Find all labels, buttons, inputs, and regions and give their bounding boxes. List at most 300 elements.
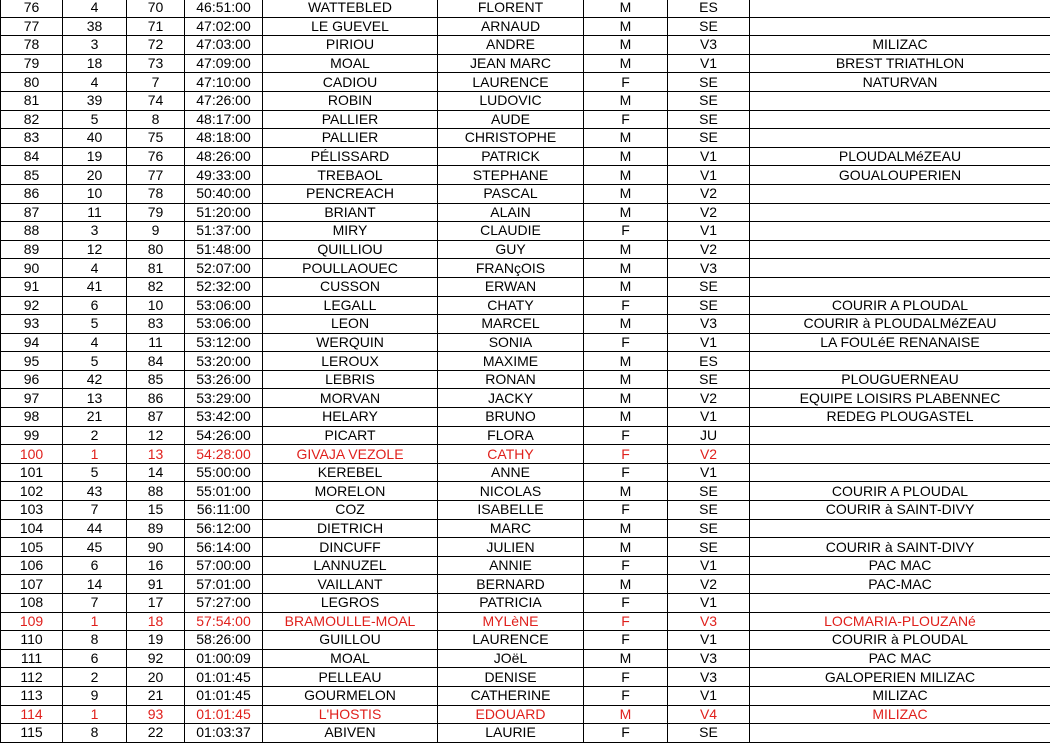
cell-bib: 16 — [127, 556, 185, 575]
cell-prenom: JULIEN — [438, 538, 584, 557]
cell-nom: PALLIER — [263, 129, 438, 148]
cell-rank: 1 — [63, 612, 127, 631]
cell-club — [750, 110, 1050, 129]
cell-time: 47:10:00 — [185, 73, 263, 92]
cell-club: GALOPERIEN MILIZAC — [750, 668, 1050, 687]
cell-sexe: M — [584, 0, 668, 17]
cell-prenom: CHRISTOPHE — [438, 129, 584, 148]
cell-time: 56:14:00 — [185, 538, 263, 557]
cell-cat: V2 — [668, 184, 750, 203]
cell-cat: V1 — [668, 594, 750, 613]
cell-cat: SE — [668, 91, 750, 110]
cell-club: PLOUGUERNEAU — [750, 370, 1050, 389]
cell-club — [750, 184, 1050, 203]
table-row — [1, 91, 1050, 110]
table-row — [1, 668, 1050, 687]
cell-club — [750, 594, 1050, 613]
cell-time: 53:06:00 — [185, 315, 263, 334]
cell-nom: PÉLISSARD — [263, 147, 438, 166]
cell-rank: 12 — [63, 240, 127, 259]
cell-nom: KEREBEL — [263, 463, 438, 482]
cell-rank: 14 — [63, 575, 127, 594]
cell-sexe: F — [584, 296, 668, 315]
cell-sexe: M — [584, 184, 668, 203]
cell-nom: LANNUZEL — [263, 556, 438, 575]
cell-nom: GUILLOU — [263, 631, 438, 650]
cell-club: GOUALOUPERIEN — [750, 166, 1050, 185]
cell-club — [750, 222, 1050, 241]
cell-time: 47:09:00 — [185, 54, 263, 73]
cell-prenom: EDOUARD — [438, 705, 584, 724]
cell-prenom: ANNE — [438, 463, 584, 482]
cell-club: COURIR A PLOUDAL — [750, 296, 1050, 315]
cell-bib: 7 — [127, 73, 185, 92]
cell-time: 51:48:00 — [185, 240, 263, 259]
cell-bib: 88 — [127, 482, 185, 501]
cell-rank: 5 — [63, 110, 127, 129]
cell-place: 90 — [1, 259, 63, 278]
cell-time: 01:01:45 — [185, 668, 263, 687]
cell-nom: LEGALL — [263, 296, 438, 315]
cell-prenom: FLORA — [438, 426, 584, 445]
cell-bib: 13 — [127, 445, 185, 464]
cell-sexe: M — [584, 277, 668, 296]
cell-cat: SE — [668, 501, 750, 520]
cell-cat: V2 — [668, 240, 750, 259]
cell-prenom: MARC — [438, 519, 584, 538]
cell-time: 53:29:00 — [185, 389, 263, 408]
cell-prenom: AUDE — [438, 110, 584, 129]
cell-sexe: F — [584, 668, 668, 687]
cell-sexe: F — [584, 73, 668, 92]
cell-cat: V1 — [668, 166, 750, 185]
cell-nom: CUSSON — [263, 277, 438, 296]
cell-place: 77 — [1, 17, 63, 36]
cell-nom: MOAL — [263, 649, 438, 668]
cell-club — [750, 0, 1050, 17]
cell-rank: 38 — [63, 17, 127, 36]
table-row — [1, 277, 1050, 296]
cell-nom: MOAL — [263, 54, 438, 73]
cell-club: EQUIPE LOISIRS PLABENNEC — [750, 389, 1050, 408]
cell-nom: VAILLANT — [263, 575, 438, 594]
cell-cat: SE — [668, 538, 750, 557]
cell-prenom: CATHERINE — [438, 686, 584, 705]
cell-rank: 6 — [63, 649, 127, 668]
cell-nom: WERQUIN — [263, 333, 438, 352]
cell-bib: 8 — [127, 110, 185, 129]
cell-bib: 80 — [127, 240, 185, 259]
cell-bib: 10 — [127, 296, 185, 315]
cell-bib: 82 — [127, 277, 185, 296]
cell-prenom: ANNIE — [438, 556, 584, 575]
table-row — [1, 482, 1050, 501]
table-row — [1, 203, 1050, 222]
cell-club: BREST TRIATHLON — [750, 54, 1050, 73]
cell-time: 55:01:00 — [185, 482, 263, 501]
cell-place: 96 — [1, 370, 63, 389]
cell-cat: SE — [668, 296, 750, 315]
cell-nom: BRAMOULLE-MOAL — [263, 612, 438, 631]
cell-cat: V3 — [668, 36, 750, 55]
cell-nom: HELARY — [263, 408, 438, 427]
table-row — [1, 408, 1050, 427]
table-row — [1, 17, 1050, 36]
table-row — [1, 184, 1050, 203]
table-row — [1, 445, 1050, 464]
cell-time: 46:51:00 — [185, 0, 263, 17]
cell-nom: COZ — [263, 501, 438, 520]
table-row — [1, 501, 1050, 520]
table-row — [1, 686, 1050, 705]
cell-time: 54:28:00 — [185, 445, 263, 464]
cell-nom: LEGROS — [263, 594, 438, 613]
cell-bib: 86 — [127, 389, 185, 408]
cell-sexe: F — [584, 463, 668, 482]
cell-time: 01:01:45 — [185, 705, 263, 724]
cell-club — [750, 352, 1050, 371]
cell-place: 110 — [1, 631, 63, 650]
cell-club — [750, 519, 1050, 538]
cell-time: 47:02:00 — [185, 17, 263, 36]
cell-cat: SE — [668, 370, 750, 389]
cell-time: 55:00:00 — [185, 463, 263, 482]
cell-bib: 73 — [127, 54, 185, 73]
cell-rank: 1 — [63, 705, 127, 724]
cell-time: 54:26:00 — [185, 426, 263, 445]
results-body — [1, 0, 1050, 742]
cell-time: 50:40:00 — [185, 184, 263, 203]
cell-cat: SE — [668, 277, 750, 296]
cell-time: 51:37:00 — [185, 222, 263, 241]
cell-rank: 20 — [63, 166, 127, 185]
cell-prenom: LAURENCE — [438, 73, 584, 92]
cell-bib: 70 — [127, 0, 185, 17]
table-row — [1, 370, 1050, 389]
cell-bib: 89 — [127, 519, 185, 538]
cell-bib: 77 — [127, 166, 185, 185]
cell-prenom: MAXIME — [438, 352, 584, 371]
cell-sexe: F — [584, 724, 668, 743]
cell-cat: JU — [668, 426, 750, 445]
cell-nom: DIETRICH — [263, 519, 438, 538]
cell-sexe: M — [584, 352, 668, 371]
cell-sexe: M — [584, 482, 668, 501]
cell-rank: 39 — [63, 91, 127, 110]
cell-sexe: F — [584, 612, 668, 631]
cell-club: REDEG PLOUGASTEL — [750, 408, 1050, 427]
cell-sexe: M — [584, 147, 668, 166]
table-row — [1, 594, 1050, 613]
table-row — [1, 315, 1050, 334]
cell-cat: SE — [668, 73, 750, 92]
cell-nom: LEON — [263, 315, 438, 334]
cell-club: LA FOULéE RENANAISE — [750, 333, 1050, 352]
cell-place: 93 — [1, 315, 63, 334]
cell-rank: 6 — [63, 296, 127, 315]
cell-sexe: F — [584, 556, 668, 575]
cell-place: 101 — [1, 463, 63, 482]
cell-place: 95 — [1, 352, 63, 371]
cell-rank: 3 — [63, 36, 127, 55]
cell-nom: GIVAJA VEZOLE — [263, 445, 438, 464]
cell-sexe: M — [584, 203, 668, 222]
cell-cat: ES — [668, 0, 750, 17]
cell-place: 112 — [1, 668, 63, 687]
cell-prenom: SONIA — [438, 333, 584, 352]
cell-rank: 2 — [63, 668, 127, 687]
cell-bib: 75 — [127, 129, 185, 148]
cell-sexe: M — [584, 315, 668, 334]
cell-cat: V3 — [668, 315, 750, 334]
cell-place: 114 — [1, 705, 63, 724]
table-row — [1, 556, 1050, 575]
cell-place: 115 — [1, 724, 63, 743]
cell-club: COURIR A PLOUDAL — [750, 482, 1050, 501]
table-row — [1, 110, 1050, 129]
cell-place: 106 — [1, 556, 63, 575]
cell-club — [750, 724, 1050, 743]
cell-rank: 4 — [63, 0, 127, 17]
cell-sexe: F — [584, 594, 668, 613]
cell-club: COURIR à PLOUDALMéZEAU — [750, 315, 1050, 334]
cell-club — [750, 277, 1050, 296]
cell-bib: 92 — [127, 649, 185, 668]
cell-prenom: PASCAL — [438, 184, 584, 203]
cell-rank: 4 — [63, 333, 127, 352]
cell-club: PLOUDALMéZEAU — [750, 147, 1050, 166]
cell-club: MILIZAC — [750, 36, 1050, 55]
cell-bib: 87 — [127, 408, 185, 427]
cell-club: MILIZAC — [750, 705, 1050, 724]
cell-cat: V3 — [668, 612, 750, 631]
cell-sexe: M — [584, 538, 668, 557]
cell-club — [750, 259, 1050, 278]
cell-place: 88 — [1, 222, 63, 241]
cell-rank: 6 — [63, 556, 127, 575]
cell-sexe: F — [584, 110, 668, 129]
cell-prenom: ARNAUD — [438, 17, 584, 36]
cell-sexe: M — [584, 91, 668, 110]
cell-sexe: M — [584, 54, 668, 73]
cell-place: 81 — [1, 91, 63, 110]
cell-bib: 85 — [127, 370, 185, 389]
cell-prenom: JACKY — [438, 389, 584, 408]
cell-bib: 12 — [127, 426, 185, 445]
cell-sexe: M — [584, 649, 668, 668]
cell-nom: POULLAOUEC — [263, 259, 438, 278]
table-row — [1, 166, 1050, 185]
table-row — [1, 147, 1050, 166]
cell-rank: 7 — [63, 501, 127, 520]
cell-time: 57:27:00 — [185, 594, 263, 613]
table-row — [1, 519, 1050, 538]
cell-sexe: F — [584, 686, 668, 705]
cell-prenom: FRANçOIS — [438, 259, 584, 278]
cell-club — [750, 445, 1050, 464]
cell-time: 57:54:00 — [185, 612, 263, 631]
cell-cat: SE — [668, 129, 750, 148]
table-row — [1, 333, 1050, 352]
cell-nom: PIRIOU — [263, 36, 438, 55]
cell-time: 48:17:00 — [185, 110, 263, 129]
table-row — [1, 73, 1050, 92]
cell-rank: 3 — [63, 222, 127, 241]
cell-time: 47:03:00 — [185, 36, 263, 55]
cell-club: COURIR à PLOUDAL — [750, 631, 1050, 650]
cell-rank: 5 — [63, 463, 127, 482]
cell-rank: 10 — [63, 184, 127, 203]
cell-rank: 42 — [63, 370, 127, 389]
cell-time: 53:06:00 — [185, 296, 263, 315]
cell-bib: 79 — [127, 203, 185, 222]
cell-prenom: BRUNO — [438, 408, 584, 427]
cell-club: PAC-MAC — [750, 575, 1050, 594]
cell-cat: V2 — [668, 389, 750, 408]
cell-time: 53:26:00 — [185, 370, 263, 389]
cell-nom: PALLIER — [263, 110, 438, 129]
table-row — [1, 54, 1050, 73]
cell-bib: 84 — [127, 352, 185, 371]
cell-place: 100 — [1, 445, 63, 464]
cell-sexe: F — [584, 222, 668, 241]
cell-rank: 5 — [63, 352, 127, 371]
cell-cat: V1 — [668, 408, 750, 427]
cell-nom: MORVAN — [263, 389, 438, 408]
cell-club: COURIR à SAINT-DIVY — [750, 501, 1050, 520]
cell-prenom: CATHY — [438, 445, 584, 464]
cell-rank: 13 — [63, 389, 127, 408]
cell-prenom: LAURIE — [438, 724, 584, 743]
cell-rank: 2 — [63, 426, 127, 445]
cell-place: 83 — [1, 129, 63, 148]
cell-place: 97 — [1, 389, 63, 408]
cell-cat: V2 — [668, 445, 750, 464]
table-row — [1, 463, 1050, 482]
cell-nom: LEROUX — [263, 352, 438, 371]
cell-nom: MORELON — [263, 482, 438, 501]
cell-nom: ROBIN — [263, 91, 438, 110]
cell-cat: V3 — [668, 668, 750, 687]
cell-place: 87 — [1, 203, 63, 222]
cell-nom: WATTEBLED — [263, 0, 438, 17]
cell-rank: 4 — [63, 259, 127, 278]
cell-place: 82 — [1, 110, 63, 129]
cell-rank: 18 — [63, 54, 127, 73]
cell-bib: 19 — [127, 631, 185, 650]
cell-rank: 21 — [63, 408, 127, 427]
cell-time: 47:26:00 — [185, 91, 263, 110]
cell-club — [750, 240, 1050, 259]
cell-club — [750, 91, 1050, 110]
cell-cat: V2 — [668, 203, 750, 222]
cell-place: 84 — [1, 147, 63, 166]
cell-time: 48:18:00 — [185, 129, 263, 148]
cell-sexe: M — [584, 259, 668, 278]
cell-bib: 83 — [127, 315, 185, 334]
table-row — [1, 222, 1050, 241]
cell-sexe: M — [584, 389, 668, 408]
cell-club — [750, 426, 1050, 445]
cell-time: 01:01:45 — [185, 686, 263, 705]
cell-nom: QUILLIOU — [263, 240, 438, 259]
cell-time: 52:07:00 — [185, 259, 263, 278]
cell-prenom: ANDRE — [438, 36, 584, 55]
cell-bib: 11 — [127, 333, 185, 352]
cell-place: 98 — [1, 408, 63, 427]
cell-prenom: GUY — [438, 240, 584, 259]
cell-club: PAC MAC — [750, 556, 1050, 575]
cell-nom: ABIVEN — [263, 724, 438, 743]
table-row — [1, 240, 1050, 259]
cell-time: 56:12:00 — [185, 519, 263, 538]
table-row — [1, 259, 1050, 278]
cell-prenom: NICOLAS — [438, 482, 584, 501]
cell-sexe: M — [584, 17, 668, 36]
cell-prenom: FLORENT — [438, 0, 584, 17]
cell-rank: 8 — [63, 724, 127, 743]
cell-prenom: CLAUDIE — [438, 222, 584, 241]
cell-nom: MIRY — [263, 222, 438, 241]
cell-prenom: ALAIN — [438, 203, 584, 222]
cell-bib: 81 — [127, 259, 185, 278]
cell-time: 53:12:00 — [185, 333, 263, 352]
cell-place: 76 — [1, 0, 63, 17]
table-row — [1, 631, 1050, 650]
cell-prenom: MYLèNE — [438, 612, 584, 631]
cell-cat: V1 — [668, 147, 750, 166]
cell-place: 78 — [1, 36, 63, 55]
table-row — [1, 0, 1050, 17]
cell-cat: V1 — [668, 54, 750, 73]
table-row — [1, 36, 1050, 55]
cell-sexe: M — [584, 36, 668, 55]
table-row — [1, 705, 1050, 724]
cell-club: LOCMARIA-PLOUZANé — [750, 612, 1050, 631]
cell-sexe: F — [584, 501, 668, 520]
table-row — [1, 612, 1050, 631]
cell-cat: SE — [668, 482, 750, 501]
cell-place: 86 — [1, 184, 63, 203]
cell-place: 89 — [1, 240, 63, 259]
cell-cat: V3 — [668, 649, 750, 668]
cell-club: MILIZAC — [750, 686, 1050, 705]
cell-sexe: F — [584, 426, 668, 445]
cell-bib: 72 — [127, 36, 185, 55]
cell-bib: 21 — [127, 686, 185, 705]
cell-prenom: MARCEL — [438, 315, 584, 334]
cell-rank: 8 — [63, 631, 127, 650]
cell-sexe: M — [584, 408, 668, 427]
cell-place: 92 — [1, 296, 63, 315]
cell-nom: LEBRIS — [263, 370, 438, 389]
cell-place: 79 — [1, 54, 63, 73]
cell-bib: 9 — [127, 222, 185, 241]
cell-cat: V1 — [668, 556, 750, 575]
table-row — [1, 649, 1050, 668]
cell-club — [750, 463, 1050, 482]
cell-sexe: M — [584, 129, 668, 148]
cell-prenom: CHATY — [438, 296, 584, 315]
cell-prenom: DENISE — [438, 668, 584, 687]
cell-place: 111 — [1, 649, 63, 668]
cell-rank: 4 — [63, 73, 127, 92]
cell-club: PAC MAC — [750, 649, 1050, 668]
cell-cat: ES — [668, 352, 750, 371]
cell-place: 94 — [1, 333, 63, 352]
cell-rank: 7 — [63, 594, 127, 613]
cell-prenom: LAURENCE — [438, 631, 584, 650]
